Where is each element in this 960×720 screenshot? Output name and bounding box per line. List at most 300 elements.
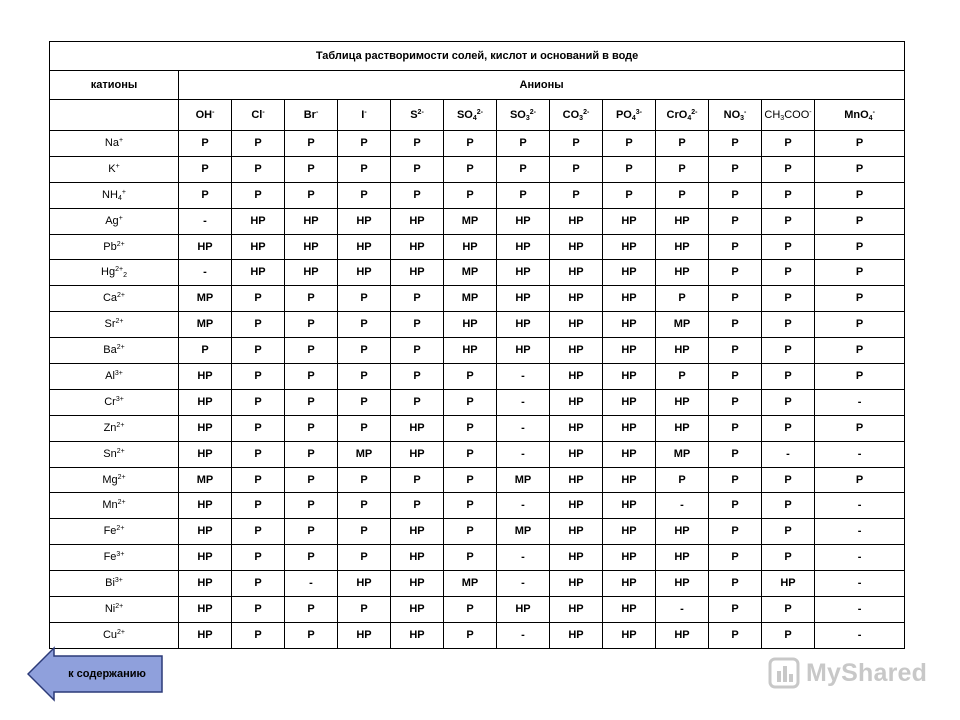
solubility-cell: Р [232,131,285,157]
solubility-cell: МР [656,312,709,338]
solubility-cell: Р [815,415,905,441]
solubility-cell: Р [603,131,656,157]
solubility-cell: Р [232,545,285,571]
formula-base: PO [615,108,632,121]
solubility-cell: Р [285,389,338,415]
solubility-cell: Р [815,156,905,182]
solubility-cell: Р [550,131,603,157]
solubility-cell: Р [338,182,391,208]
table-row [50,208,905,234]
solubility-cell: НР [179,519,232,545]
solubility-cell: НР [444,234,497,260]
solubility-cell: Р [762,260,815,286]
solubility-cell: Р [444,182,497,208]
cation-cell [50,441,179,467]
table-row [50,467,905,493]
anion-cell [444,100,497,131]
solubility-cell: Р [709,338,762,364]
solubility-cell: Р [232,441,285,467]
formula-charge: 2+ [117,473,126,481]
solubility-cell: НР [656,545,709,571]
solubility-cell: Р [709,545,762,571]
formula-base: Ca [102,292,118,305]
formula-charge: + [118,214,123,222]
solubility-cell: Р [338,364,391,390]
solubility-cell: НР [603,597,656,623]
formula-charge: 2+ [116,447,125,455]
formula-base: Sn [103,447,117,460]
solubility-cell: НР [550,208,603,234]
solubility-cell: НР [603,286,656,312]
anion-cell [391,100,444,131]
solubility-cell: НР [338,622,391,648]
solubility-cell: НР [338,571,391,597]
solubility-cell: - [497,622,550,648]
solubility-cell: НР [391,597,444,623]
solubility-cell: Р [815,286,905,312]
cation-cell [50,208,179,234]
solubility-cell: Р [232,338,285,364]
solubility-cell: НР [550,286,603,312]
solubility-cell: Р [444,131,497,157]
solubility-cell: НР [338,208,391,234]
solubility-cell: Р [285,182,338,208]
solubility-cell: НР [550,312,603,338]
formula-charge: 2+ [116,421,125,429]
solubility-cell: НР [391,545,444,571]
solubility-cell: Р [709,389,762,415]
solubility-cell: Р [444,389,497,415]
formula-charge: 2+ [117,499,126,507]
solubility-cell: НР [603,571,656,597]
solubility-cell: Р [232,622,285,648]
formula-subscript: 4 [631,114,636,122]
anion-header: Анионы [179,71,905,100]
anion-cell [179,100,232,131]
formula-base: Na [104,136,119,149]
solubility-cell: НР [179,234,232,260]
formula-charge: 2+ [116,344,125,352]
solubility-cell: Р [285,597,338,623]
solubility-cell: НР [603,312,656,338]
formula-charge: - [262,108,265,116]
solubility-cell: Р [444,519,497,545]
solubility-cell: - [815,441,905,467]
formula-base: SO [509,108,526,121]
solubility-cell: НР [550,415,603,441]
solubility-cell: Р [338,519,391,545]
cation-cell [50,415,179,441]
solubility-cell: НР [550,519,603,545]
solubility-cell: НР [497,208,550,234]
solubility-cell: Р [391,467,444,493]
solubility-cell: НР [550,338,603,364]
table-row [50,156,905,182]
table-row [50,597,905,623]
solubility-cell: НР [497,312,550,338]
solubility-cell: Р [232,364,285,390]
solubility-cell: НР [550,441,603,467]
table-row [50,415,905,441]
cation-cell [50,156,179,182]
cation-cell [50,545,179,571]
table-row [50,571,905,597]
formula-base: S [410,108,418,121]
solubility-cell: Р [232,519,285,545]
solubility-cell: НР [285,234,338,260]
solubility-cell: Р [232,493,285,519]
formula-charge: 2+ [117,292,126,300]
solubility-cell: МР [444,286,497,312]
solubility-cell: Р [815,234,905,260]
solubility-cell: НР [179,415,232,441]
solubility-cell: - [497,364,550,390]
solubility-cell: Р [762,597,815,623]
solubility-cell: Р [709,441,762,467]
solubility-cell: НР [550,467,603,493]
formula-base: Sr [104,318,116,331]
cation-cell [50,312,179,338]
formula-charge: + [118,136,124,144]
solubility-cell: Р [709,208,762,234]
anion-corner-cell [50,100,179,131]
solubility-cell: Р [232,415,285,441]
formula-charge: 2+ [115,318,124,326]
solubility-cell: Р [338,286,391,312]
solubility-cell: - [656,493,709,519]
anion-cell [285,100,338,131]
solubility-cell: НР [603,441,656,467]
formula-base: Fe [103,551,117,564]
solubility-cell: Р [232,467,285,493]
formula-charge: 2+ [116,240,125,248]
solubility-cell: Р [815,182,905,208]
solubility-cell: Р [709,182,762,208]
solubility-cell: Р [285,467,338,493]
solubility-cell: Р [338,389,391,415]
formula-base: Pb [103,240,117,253]
solubility-cell: Р [656,182,709,208]
solubility-cell: НР [603,389,656,415]
solubility-cell: - [497,493,550,519]
solubility-cell: НР [603,364,656,390]
solubility-cell: Р [815,338,905,364]
anion-cell [762,100,815,131]
formula-charge: 3+ [115,395,124,403]
formula-charge: 2- [529,108,537,116]
solubility-cell: НР [391,415,444,441]
cation-cell [50,389,179,415]
solubility-cell: Р [762,156,815,182]
solubility-cell: МР [179,312,232,338]
formula-base: NO [723,108,741,121]
formula-base: Cu [102,628,118,641]
solubility-cell: Р [444,156,497,182]
formula-charge: 2- [583,108,590,116]
table-row [50,312,905,338]
solubility-cell: - [815,519,905,545]
anion-cell [603,100,656,131]
solubility-cell: Р [285,364,338,390]
formula-base: Br [303,108,316,121]
solubility-cell: Р [762,208,815,234]
solubility-cell: - [815,571,905,597]
solubility-cell: Р [285,519,338,545]
solubility-cell: - [815,389,905,415]
solubility-cell: - [497,571,550,597]
solubility-cell: НР [603,545,656,571]
solubility-cell: Р [444,364,497,390]
solubility-cell: НР [391,622,444,648]
cation-cell [50,364,179,390]
formula-tail: COO [784,108,810,121]
solubility-cell: МР [179,467,232,493]
solubility-cell: Р [232,571,285,597]
solubility-cell: НР [391,260,444,286]
solubility-cell: НР [179,389,232,415]
solubility-cell: - [815,597,905,623]
solubility-cell: Р [285,415,338,441]
formula-base: NH [102,188,118,201]
solubility-cell: - [497,441,550,467]
solubility-cell: Р [391,156,444,182]
solubility-cell: Р [815,467,905,493]
formula-base: CrO [666,108,688,121]
solubility-cell: НР [391,234,444,260]
anion-cell [232,100,285,131]
solubility-cell: Р [656,156,709,182]
table-row [50,519,905,545]
formula-charge: 2+ [115,266,124,274]
solubility-cell: Р [338,467,391,493]
anion-cell [815,100,905,131]
formula-subscript: 4 [117,194,122,202]
cation-cell [50,622,179,648]
formula-charge: - [872,108,875,116]
formula-charge: - [212,108,215,116]
solubility-cell: Р [285,493,338,519]
solubility-cell: НР [656,571,709,597]
formula-charge: 2+ [116,525,125,533]
solubility-cell: Р [709,597,762,623]
solubility-cell: Р [762,519,815,545]
formula-charge: + [115,162,120,170]
solubility-cell: НР [179,364,232,390]
formula-base: Cl [251,108,263,121]
cation-cell [50,182,179,208]
solubility-cell: Р [762,182,815,208]
formula-charge: 3- [635,108,643,116]
solubility-cell: МР [656,441,709,467]
solubility-cell: Р [285,441,338,467]
solubility-cell: НР [232,234,285,260]
solubility-cell: НР [179,493,232,519]
solubility-cell: Р [815,131,905,157]
solubility-cell: Р [815,312,905,338]
solubility-cell: - [762,441,815,467]
solubility-cell: Р [232,182,285,208]
solubility-cell: Р [709,234,762,260]
formula-base: Ag [105,214,119,227]
solubility-cell: НР [179,545,232,571]
solubility-cell: Р [391,131,444,157]
solubility-cell: Р [762,131,815,157]
solubility-cell: Р [338,597,391,623]
solubility-cell: НР [179,441,232,467]
solubility-cell: НР [603,208,656,234]
solubility-cell: Р [285,156,338,182]
solubility-cell: Р [338,545,391,571]
solubility-cell: НР [603,493,656,519]
solubility-cell: НР [391,571,444,597]
solubility-cell: - [815,622,905,648]
solubility-cell: Р [709,260,762,286]
solubility-cell: Р [550,156,603,182]
cation-cell [50,131,179,157]
formula-base: Hg [101,266,116,279]
solubility-cell: НР [656,519,709,545]
table-row [50,622,905,648]
cation-cell [50,519,179,545]
table-row [50,260,905,286]
solubility-cell: Р [444,597,497,623]
table-row [50,364,905,390]
solubility-cell: Р [762,234,815,260]
solubility-cell: Р [762,286,815,312]
cation-cell [50,467,179,493]
solubility-cell: Р [762,312,815,338]
solubility-cell: - [179,260,232,286]
anion-row [50,100,905,131]
solubility-cell: Р [497,156,550,182]
solubility-cell: Р [815,364,905,390]
solubility-cell: НР [656,260,709,286]
solubility-cell: Р [444,493,497,519]
back-to-contents-button[interactable] [27,646,163,702]
solubility-cell: Р [762,364,815,390]
formula-base: Cr [104,395,116,408]
formula-subscript: 4 [472,114,477,122]
solubility-cell: НР [656,622,709,648]
solubility-cell: Р [709,415,762,441]
formula-base: Ni [104,602,116,615]
formula-base: SO [456,108,473,121]
table-row [50,545,905,571]
solubility-cell: Р [762,622,815,648]
solubility-cell: - [815,545,905,571]
solubility-cell: Р [179,182,232,208]
formula-subscript: 4 [687,114,692,122]
solubility-cell: Р [656,364,709,390]
solubility-cell: Р [338,415,391,441]
solubility-cell: НР [550,493,603,519]
solubility-cell: МР [444,571,497,597]
table-row [50,234,905,260]
solubility-cell: Р [762,389,815,415]
solubility-cell: НР [550,597,603,623]
solubility-cell: Р [338,131,391,157]
anion-cell [497,100,550,131]
formula-charge: 2- [691,108,698,116]
solubility-cell: Р [285,622,338,648]
solubility-cell: Р [285,312,338,338]
formula-charge: 2- [476,108,484,116]
solubility-cell: - [497,415,550,441]
formula-base: CH [764,108,781,121]
solubility-cell: МР [444,260,497,286]
solubility-cell: Р [444,467,497,493]
formula-subscript: 4 [868,114,873,122]
solubility-cell: НР [603,519,656,545]
formula-base: Ba [103,344,117,357]
solubility-cell: Р [709,364,762,390]
solubility-cell: Р [232,597,285,623]
formula-base: Zn [103,421,117,434]
solubility-cell: Р [285,545,338,571]
solubility-cell: НР [497,234,550,260]
solubility-cell: - [285,571,338,597]
cation-cell [50,571,179,597]
solubility-cell: Р [709,519,762,545]
solubility-cell: - [497,389,550,415]
solubility-cell: Р [338,338,391,364]
formula-base: Mn [102,499,118,512]
solubility-cell: НР [338,260,391,286]
solubility-cell: Р [444,415,497,441]
solubility-cell: НР [179,622,232,648]
formula-charge: - [315,108,319,116]
solubility-table [49,41,905,649]
solubility-cell: Р [603,182,656,208]
table-row [50,493,905,519]
anion-cell [550,100,603,131]
solubility-cell: НР [285,208,338,234]
anion-cell [709,100,762,131]
solubility-cell: НР [232,208,285,234]
solubility-cell: Р [709,571,762,597]
solubility-cell: Р [391,364,444,390]
formula-charge: 2- [417,108,424,116]
solubility-cell: НР [497,286,550,312]
table-row [50,441,905,467]
solubility-cell: Р [815,260,905,286]
solubility-cell: НР [497,338,550,364]
solubility-cell: Р [815,208,905,234]
formula-base: Al [105,369,115,382]
solubility-cell: НР [391,441,444,467]
formula-subscript: 3 [579,114,584,122]
watermark [768,655,927,691]
solubility-cell: НР [656,389,709,415]
solubility-cell: Р [179,338,232,364]
solubility-cell: НР [603,622,656,648]
formula-base: OH [195,108,213,121]
formula-charge: 2+ [117,628,126,636]
formula-base: Mg [102,473,118,486]
solubility-cell: Р [179,156,232,182]
solubility-cell: Р [709,493,762,519]
solubility-cell: НР [179,597,232,623]
solubility-cell: Р [762,415,815,441]
solubility-cell: - [656,597,709,623]
formula-base: Bi [105,577,115,590]
solubility-cell: Р [232,286,285,312]
solubility-cell: НР [497,597,550,623]
solubility-cell: НР [656,415,709,441]
formula-base: I [361,108,365,121]
cation-cell [50,338,179,364]
solubility-cell: НР [656,208,709,234]
